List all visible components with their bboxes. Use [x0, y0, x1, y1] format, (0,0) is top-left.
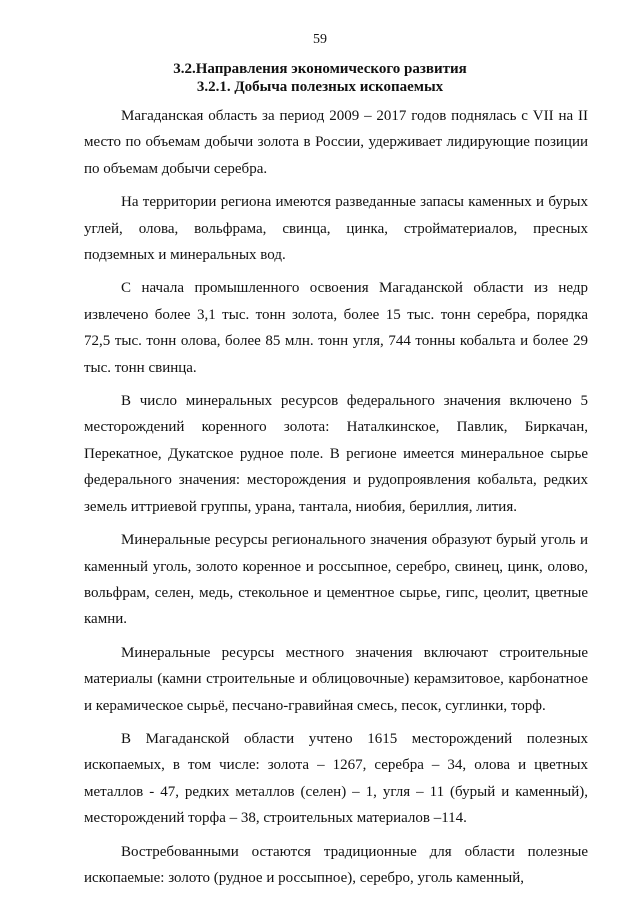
- paragraph-demanded-minerals: Востребованными остаются традиционные для области полезные ископаемые: золото (рудное и россыпное), серебро, уголь каменный,: [84, 843, 588, 886]
- paragraph-local-resources: Минеральные ресурсы местного значения включают строительные материалы (камни строительные и облицовочные) керамзитовое, карбонатное и керамическое сырьё, песчано-гравийная смесь, песок, суглинки, торф.: [84, 644, 588, 714]
- paragraph-gold-ranking: Магаданская область за период 2009 – 2017 годов поднялась с VII на II место по объемам добычи золота в России, удерживает лидирующие позиции по объемам добычи серебра.: [84, 108, 588, 177]
- paragraph-regional-resources: Минеральные ресурсы регионального значения образуют бурый уголь и каменный уголь, золото коренное и россыпное, серебро, свинец, цинк, олово, вольфрам, селен, медь, стекольное и цементное сырье, гипс, цеолит, цветные камни.: [84, 532, 588, 628]
- page-number: 59: [313, 32, 327, 47]
- paragraph-extraction-history: С начала промышленного освоения Магаданской области из недр извлечено более 3,1 тыс. тонн золота, более 15 тыс. тонн серебра, порядка 72,5 тыс. тонн олова, более 85 млн. тонн угля, 744 тонны кобальта и более 29 тыс. тонн свинца.: [84, 280, 588, 376]
- paragraph-deposit-counts: В Магаданской области учтено 1615 месторождений полезных ископаемых, в том числе: золота – 1267, серебра – 34, олова и цветных металлов - 47, редких металлов (селен) – 1, угля – 11 (бурый и каменный), месторождений торфа – 38, строительных материалов –114.: [84, 730, 588, 827]
- section-heading: 3.2.Направления экономического развития: [173, 61, 467, 77]
- paragraph-federal-resources: В число минеральных ресурсов федерального значения включено 5 месторождений коренного золота: Наталкинское, Павлик, Биркачан, Перекатное, Дукатское рудное поле. В регионе имеется минеральное сырье федерального значения: месторождения и рудопроявления кобальта, редких земель иттриевой группы, урана, тантала, ниобия, бериллия, лития.: [84, 393, 588, 515]
- paragraph-explored-reserves: На территории региона имеются разведанные запасы каменных и бурых углей, олова, вольфрама, свинца, цинка, стройматериалов, пресных подземных и минеральных вод.: [84, 194, 588, 264]
- subsection-heading: 3.2.1. Добыча полезных ископаемых: [196, 79, 444, 95]
- document-body: [84, 103, 588, 898]
